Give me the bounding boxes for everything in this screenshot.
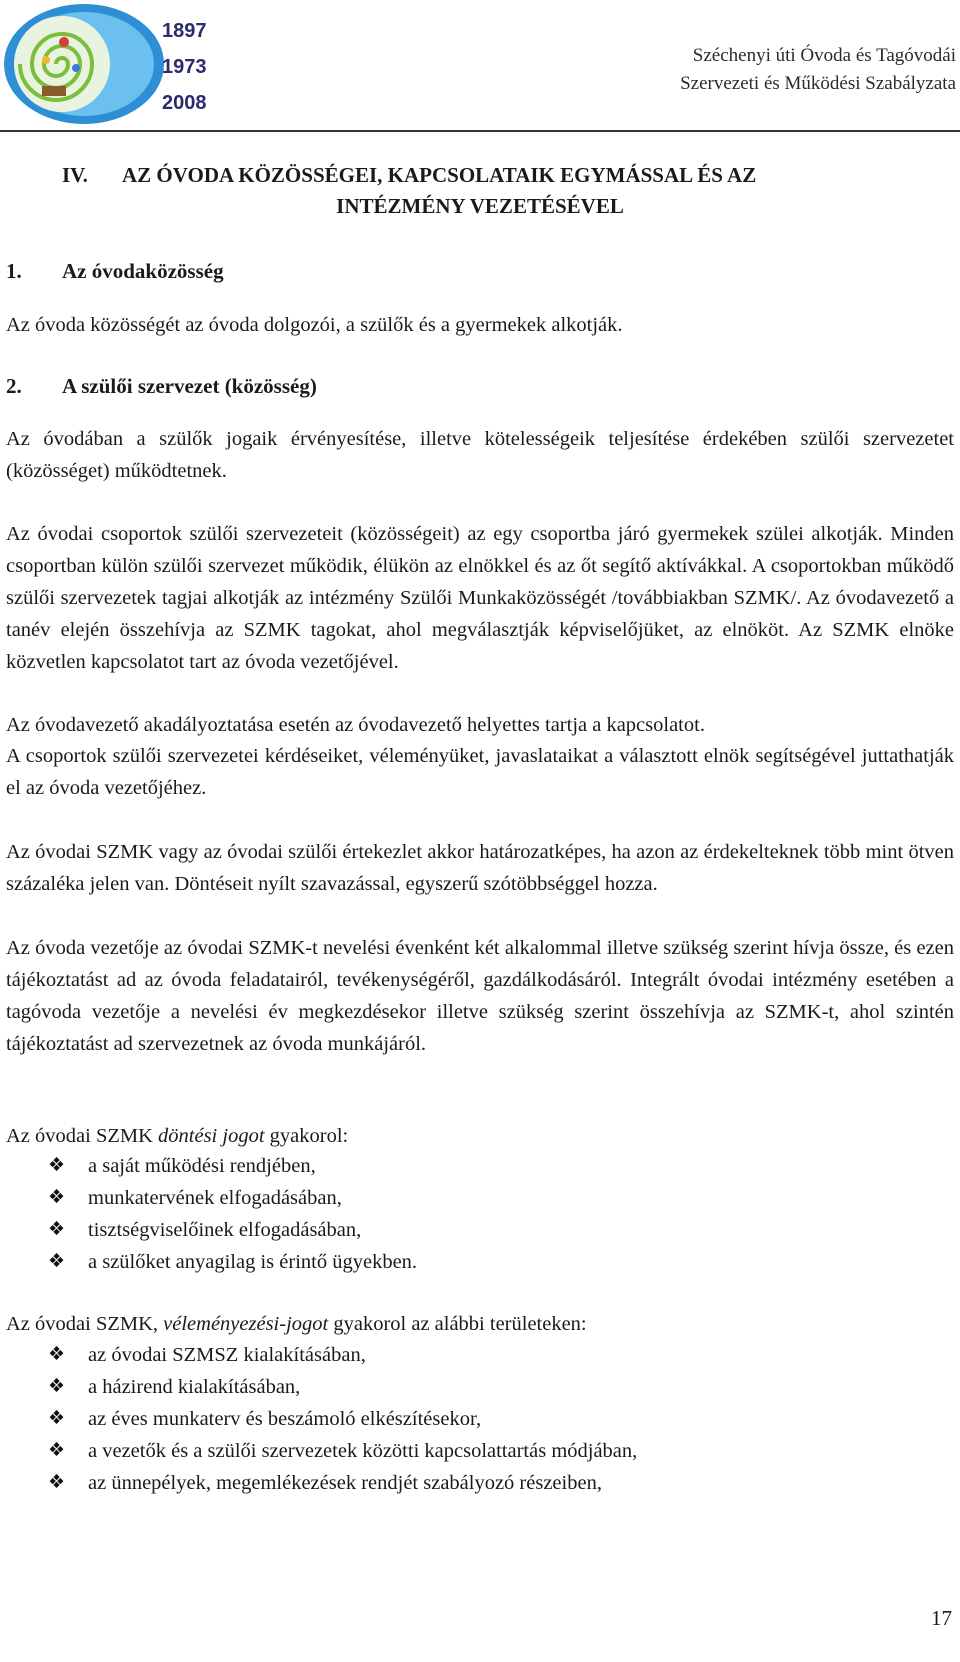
- list-item: ❖ a szülőket anyagilag is érintő ügyekben.: [48, 1246, 417, 1278]
- chapter-number: IV.: [62, 163, 88, 187]
- paragraph-deputy: Az óvodavezető akadályoztatása esetén az óvodavezető helyettes tartja a kapcsolatot.: [6, 714, 705, 736]
- section-2-title: A szülői szervezet (közösség): [62, 374, 317, 398]
- paragraph-meetings: Az óvoda vezetője az óvodai SZMK-t nevelési évenként két alkalommal illetve szükség szerint hívja össze, és ezen tájékoztatást ad az óvoda feladatairól, tevékenységéről, gazdálkodásáról. Integrált óvodai intézmény esetében a tagóvoda vezetője a nevelési év megkezdésekor illetve szükség szerint összehívja az SZMK-t, ahol szintén tájékoztatást ad szervezetnek az óvoda munkájáról.: [6, 937, 954, 1055]
- decision-intro-after: gyakorol:: [264, 1125, 349, 1147]
- paragraph-quorum: Az óvodai SZMK vagy az óvodai szülői értekezlet akkor határozatképes, ha azon az érdekelteknek több mint ötven százaléka jelen van. Döntéseit nyílt szavazással, egyszerű szótöbbséggel hozza.: [6, 841, 954, 895]
- decision-intro-before: Az óvodai SZMK: [6, 1125, 159, 1147]
- header-line-1: Széchenyi úti Óvoda és Tagóvodái: [692, 45, 956, 66]
- header-title: [680, 42, 956, 98]
- paragraph-group-orgs: Az óvodai csoportok szülői szervezeteit (közösségeit) az egy csoportba járó gyermekek szülei alkotják. Minden csoportban külön szülői szervezet működik, élükön az elnökkel és az őt segítő aktívákkal. A csoportokban működő szülői szervezetek tagjai alkotják az intézmény Szülői Munkaközösségét /továbbiakban SZMK/. Az óvodavezető a tanév elején összehívja az SZMK tagokat, ahol megválasztják képviselőjüket, az elnököt. Az SZMK elnöke közvetlen kapcsolatot tart az óvoda vezetőjével.: [6, 523, 954, 673]
- list-item: ❖ az éves munkaterv és beszámoló elkészítésekor,: [48, 1403, 637, 1435]
- decision-rights-list: [48, 1150, 417, 1278]
- list-item: ❖ a saját működési rendjében,: [48, 1150, 417, 1182]
- paragraph-parent-org: Az óvodában a szülők jogaik érvényesítése, illetve kötelességeik teljesítése érdekében szülői szervezetet (közösséget) működtetnek.: [6, 428, 954, 482]
- header-line-2: Szervezeti és Működési Szabályzata: [680, 73, 956, 94]
- diamond-star-bullet-icon: ❖: [48, 1344, 66, 1365]
- decision-intro-italic: döntési jogot: [158, 1125, 265, 1147]
- chapter-title-line-2: INTÉZMÉNY VEZETÉSÉVEL: [336, 194, 624, 218]
- diamond-star-bullet-icon: ❖: [48, 1472, 66, 1493]
- diamond-star-bullet-icon: ❖: [48, 1219, 66, 1240]
- diamond-star-bullet-icon: ❖: [48, 1251, 66, 1272]
- diamond-star-bullet-icon: ❖: [48, 1440, 66, 1461]
- diamond-star-bullet-icon: ❖: [48, 1376, 66, 1397]
- logo-year-1897: 1897: [162, 20, 207, 42]
- list-item: ❖ a házirend kialakításában,: [48, 1371, 637, 1403]
- list-item: ❖ tisztségviselőinek elfogadásában,: [48, 1214, 417, 1246]
- kindergarten-logo: [2, 2, 212, 126]
- opinion-rights-list: [48, 1339, 637, 1499]
- diamond-star-bullet-icon: ❖: [48, 1408, 66, 1429]
- opinion-intro-after: gyakorol az alábbi területeken:: [328, 1313, 587, 1335]
- opinion-intro-before: Az óvodai SZMK,: [6, 1313, 164, 1335]
- section-2-number: 2.: [6, 374, 22, 398]
- logo-year-2008: 2008: [162, 92, 207, 114]
- diamond-star-bullet-icon: ❖: [48, 1155, 66, 1176]
- section-1-number: 1.: [6, 259, 22, 283]
- opinion-intro-italic: véleményezési-jogot: [163, 1313, 329, 1335]
- list-item: ❖ az ünnepélyek, megemlékezések rendjét szabályozó részeiben,: [48, 1467, 637, 1499]
- list-item: ❖ munkatervének elfogadásában,: [48, 1182, 417, 1214]
- section-1-title: Az óvodaközösség: [62, 259, 224, 283]
- section-1-text: Az óvoda közösségét az óvoda dolgozói, a szülők és a gyermekek alkotják.: [6, 314, 623, 336]
- diamond-star-bullet-icon: ❖: [48, 1187, 66, 1208]
- header-divider: [0, 130, 960, 132]
- list-item: ❖ a vezetők és a szülői szervezetek közötti kapcsolattartás módjában,: [48, 1435, 637, 1467]
- page-header: [0, 0, 960, 130]
- opinion-rights-intro: [6, 1308, 954, 1340]
- chapter-title-line-1: AZ ÓVODA KÖZÖSSÉGEI, KAPCSOLATAIK EGYMÁSSAL ÉS AZ: [122, 163, 757, 187]
- list-item: ❖ az óvodai SZMSZ kialakításában,: [48, 1339, 637, 1371]
- paragraph-questions: A csoportok szülői szervezetei kérdéseiket, véleményüket, javaslataikat a választott elnök segítségével juttathatják el az óvoda vezetőjéhez.: [6, 745, 954, 799]
- page-number: 17: [931, 1606, 952, 1630]
- logo-year-1973: 1973: [162, 56, 207, 78]
- decision-rights-intro: [6, 1120, 954, 1152]
